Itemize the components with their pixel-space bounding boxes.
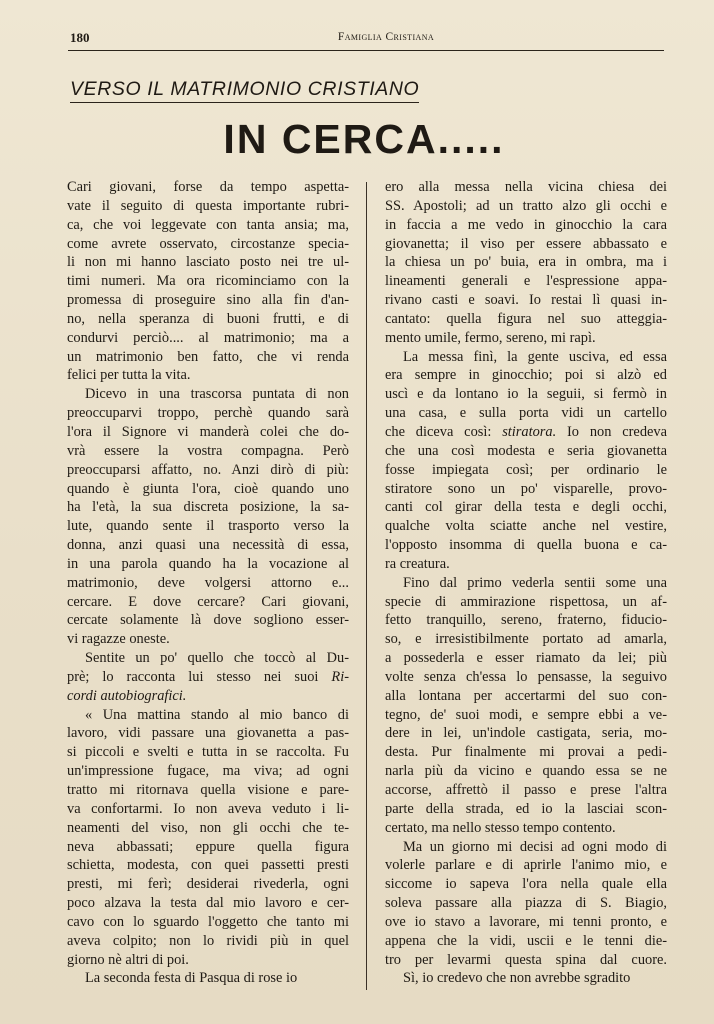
text-line: soleva passare alla piazza di S. Biagio, (385, 895, 667, 912)
text-line: li non mi hanno lasciato posto nei tre ul- (67, 254, 349, 271)
text-line: si piccoli e svelti e tutta in se raccolta. Fu (67, 744, 349, 761)
text-line: una casa, e sulla porta vidi un cartello (385, 405, 667, 422)
text-line: Cari giovani, forse da tempo aspetta- (67, 179, 349, 195)
text-line: SS. Apostoli; ad un tratto alzo gli occhi e (385, 197, 667, 214)
text-line: cordi autobiografici. (67, 687, 187, 704)
text-line: un'impressione fugace, ma viva; ad ogni (67, 763, 349, 780)
text-line: fosse impiegata così; per ordinario le (385, 461, 667, 478)
text-line: cantato: quella figura nel suo atteggia- (385, 310, 667, 327)
text-line: l'ora il Signore vi manderà colei che do- (67, 423, 349, 440)
text-line: poco alzava la testa dal mio lavoro e cer- (67, 895, 349, 912)
page-header (68, 28, 664, 51)
text-line: cercare. E dove cercare? Cari giovani, (67, 593, 349, 610)
text-line: va confortarmi. Io non aveva veduto i li- (67, 800, 349, 817)
text-line: alla lontana per accertarmi del suo con- (385, 687, 667, 704)
text-line: la chiesa un po' buia, era in ombra, ma i (385, 254, 667, 271)
text-line: timi numeri. Ma ora ricominciamo con la (67, 273, 349, 290)
text-line: preoccuparvi troppo, perchè quando sarà (67, 405, 349, 422)
text-line: giorno nè altri di poi. (67, 951, 189, 968)
text-line: tegno, de' suoi modi, e sempre ebbi a ve- (385, 706, 667, 723)
text-line: tratto mi ritornava quella visione e pare- (67, 782, 349, 798)
text-line: ero alla messa nella vicina chiesa dei (385, 179, 667, 195)
right-column (385, 178, 667, 988)
text-line: in faccia a me vedo in ginocchio la cara (385, 216, 667, 233)
page-number: 180 (70, 30, 90, 45)
text-line: aveva colpito; non lo rividi più in quel (67, 932, 349, 949)
text-line: preoccuparsi affatto, no. Anzi dirò di più: (67, 461, 349, 478)
text-line: promessa di proseguire sino alla fin d'an- (67, 292, 349, 309)
text-line: appena che la vidi, uscii e le tenni die- (385, 932, 667, 949)
text-line: era sempre in ginocchio; poi si alzò ed (385, 367, 667, 384)
text-line: che una così modesta e seria giovanetta (385, 442, 667, 459)
text-line: no, nella speranza di buoni frutti, e di (67, 310, 349, 327)
text-line: « Una mattina stando al mio banco di (85, 706, 349, 723)
text-line: so, e irresistibilmente portato ad amarla, (385, 631, 667, 648)
text-line: siccome io sapeva l'ora nella quale ella (385, 876, 667, 893)
text-line: lineamenti generali e l'espressione appa- (385, 273, 667, 290)
text-line: condurvi perciò.... al matrimonio; ma a (67, 329, 349, 346)
text-line: lute, quando sente il trasporto verso la (67, 518, 349, 535)
text-line: come avrete osservato, circostanze specia- (67, 235, 349, 252)
text-line: schietta, modesta, con quei passetti presti (67, 857, 349, 874)
text-line: parte della strada, ed io la lasciai scon- (385, 800, 667, 817)
text-line: dere in lei, un'indole castigata, seria, mo- (385, 725, 667, 742)
text-line: giovanetta; il viso per essere abbassato e (385, 235, 667, 252)
text-line: narla più da vicino e quando essa se ne (385, 763, 667, 780)
text-line: accorse, affrettò il passo e prese l'altra (385, 782, 667, 798)
text-line: ove io stavo a lavorare, mi tenni pronto, e (385, 913, 667, 930)
text-line: ha l'età, la sua discreta posizione, la sa- (67, 499, 349, 516)
text-line: desta. Pur finalmente mi provai a pedi- (385, 744, 667, 761)
text-line: Dicevo in una trascorsa puntata di non (85, 386, 349, 403)
text-line: Sentite un po' quello che toccò al Du- (85, 650, 349, 667)
text-line: matrimonio, deve volgersi attorno e... (67, 574, 349, 591)
text-line: La messa finì, la gente usciva, ed essa (403, 348, 667, 365)
text-line: La seconda festa di Pasqua di rose io (85, 970, 298, 987)
text-line: neamenti del viso, non gli occhi che te- (67, 819, 349, 836)
left-column (67, 178, 349, 988)
text-line: Sì, io credevo che non avrebbe sgradito (403, 970, 631, 987)
text-line: neva abbassati; eppure quella figura (67, 838, 349, 855)
text-line: vate il seguito di questa importante rubri- (67, 197, 349, 214)
text-line: uscì e da lontano io la seguii, si fermò in (385, 386, 667, 403)
text-line: un matrimonio ben fatto, che vi renda (67, 348, 349, 365)
text-line: rivano casti e soavi. Io restai lì quasi in- (385, 292, 667, 309)
column-divider (366, 182, 367, 990)
text-line: Ma un giorno mi decisi ad ogni modo di (403, 838, 667, 855)
text-line: volerle parlare e di aprirle l'animo mio, e (385, 857, 667, 874)
text-line: tro per levarmi questa spina dal cuore. (385, 951, 667, 968)
text-line: donna, anzi quasi una necessità di essa, (67, 537, 349, 554)
text-line: canti col girar della testa e degli occhi, (385, 499, 667, 516)
text-line: a possederla e esser riamato da lei; più (385, 650, 667, 667)
text-line: l'opposto insomma di quella buona e ca- (385, 537, 667, 554)
text-line: cavo con lo sguardo l'oggetto che tanto mi (67, 913, 349, 930)
text-line: quando è giunta l'ora, cioè quando uno (67, 480, 349, 497)
text-line: volte senza ch'essa lo pensasse, la seguivo (385, 668, 667, 685)
text-line: vrà essere la vostra compagna. Però (67, 442, 349, 459)
article-title: IN CERCA..... (223, 116, 505, 162)
text-line: prè; lo racconta lui stesso nei suoi Ri- (67, 668, 349, 685)
text-line: presti, mi ferì; desiderai rivederla, ogni (67, 876, 349, 893)
running-title: Famiglia Cristiana (337, 31, 435, 43)
text-line: certato, ma nello stesso tempo contento. (385, 819, 616, 836)
text-line: qualche volta sciatte anche nel vestire, (385, 518, 667, 535)
text-line: mento umile, fermo, sereno, mi rapì. (385, 329, 596, 346)
text-line: cercate solamente là dove sogliono esser- (67, 612, 349, 629)
text-line: lavoro, vidi passare una giovanetta a pas- (67, 725, 349, 742)
text-line: fetto tranquillo, sereno, fraterno, fiducio- (385, 612, 667, 629)
text-line: specie di ammirazione rispettosa, un af- (385, 593, 667, 610)
text-line: felici per tutta la vita. (67, 367, 191, 384)
section-title: VERSO IL MATRIMONIO CRISTIANO (70, 78, 419, 103)
text-line: Fino dal primo vederla sentii some una (403, 574, 667, 591)
text-line: vi ragazze oneste. (67, 631, 170, 648)
text-line: stiratore sono un po' visparelle, provo- (385, 480, 667, 497)
text-line: in una parola quando ha la vocazione al (67, 555, 349, 572)
text-line: ca, che voi leggevate con tanta ansia; ma, (67, 216, 349, 233)
text-line: ra creatura. (385, 555, 450, 572)
text-line: che diceva così: stiratora. Io non credeva (385, 423, 667, 440)
